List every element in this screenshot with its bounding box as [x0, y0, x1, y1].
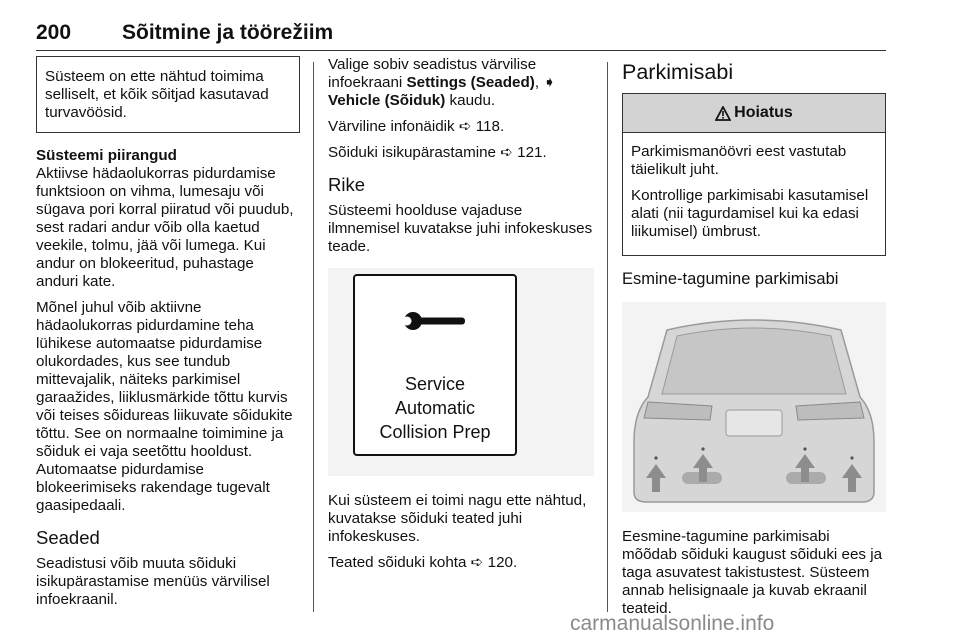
limits-text: Aktiivse hädaolukorras pidurdamise funktsioon on vihma, lumesaju või sügava pori korral piiratud või puudub, sest radari andur võib olla kaetud veekile, tolmu, jää või lumega. Kui andur on blokeeritud, puhastage anduri kate.	[36, 165, 294, 290]
display-line-service: Service	[404, 374, 466, 394]
fault-heading: Rike	[328, 174, 366, 195]
menu-arrow-icon: ➧	[543, 74, 556, 91]
column-divider	[607, 62, 608, 612]
settings-menu-label: Settings (Seaded)	[406, 74, 535, 91]
watermark: carmanualsonline.info	[570, 612, 775, 635]
wrench-icon	[403, 310, 467, 332]
warning-text-2: Kontrollige parkimisabi kasutamisel alati (nii tagurdamisel kui ka edasi liikumisel) ümbrust.	[631, 187, 869, 240]
column-middle	[328, 56, 594, 580]
display-line-automatic: Automatic	[394, 398, 476, 418]
column-divider	[313, 62, 314, 612]
settings-heading: Seaded	[36, 527, 100, 548]
column-right	[622, 56, 886, 626]
warning-text-1: Parkimismanöövri eest vastutab täielikult juht.	[631, 143, 847, 178]
vehicle-messages-ref[interactable]: Teated sõiduki kohta ➪ 120.	[328, 554, 518, 571]
page-title: Sõitmine ja töörežiim	[122, 21, 334, 44]
front-rear-assist-heading: Esmine-tagumine parkimisabi	[622, 270, 839, 288]
note-text: Süsteem on ette nähtud toimima selliselt, et kõik sõitjad kasutavad turvavöösid.	[45, 68, 269, 121]
page-number: 200	[36, 21, 72, 44]
car-rear-illustration	[622, 302, 886, 512]
note-box	[36, 56, 300, 133]
settings-path-paragraph: Valige sobiv seadistus värvilise infoekraani Settings (Seaded), ➧ Vehicle (Sõiduk) kaudu.	[328, 56, 556, 109]
settings-text: Seadistusi võib muuta sõiduki isikupärastamise menüüs värvilisel infoekraanil.	[36, 555, 270, 608]
parking-assist-text: Eesmine-tagumine parkimisabi mõõdab sõiduki kaugust sõiduki ees ja taga asuvatest takistustest. Süsteem annab helisignaale ja kuvab ekraanil teateid.	[622, 528, 883, 617]
malfunction-text: Kui süsteem ei toimi nagu ette nähtud, kuvatakse sõiduki teated juhi infokeskuses.	[328, 492, 587, 545]
column-left	[36, 56, 300, 617]
car-rear-sensor-figure	[622, 302, 886, 512]
warning-title: Hoiatus	[734, 104, 793, 121]
display-line-collision-prep: Collision Prep	[379, 422, 491, 442]
vehicle-menu-label: Vehicle (Sõiduk)	[328, 92, 446, 109]
warning-triangle-icon	[715, 106, 731, 121]
page-header	[36, 10, 886, 51]
service-display-figure	[328, 268, 594, 476]
warning-box	[622, 93, 886, 256]
auto-brake-paragraph: Mõnel juhul võib aktiivne hädaolukorras pidurdamine teha lühikese automaatse pidurdamise olukordades, kus see tundub mittevajalik, näiteks parkimisel garaažides, liiklusmärkide tõttu kurvis või teises sõidureas liikuvate sõidukite tõttu. See on normaalne toimimine ja sõiduk ei vaja seetõttu hooldust. Automaatse pidurdamise blokeerimiseks rakendage tugevalt gaasipedaali.	[36, 299, 293, 514]
info-display-ref[interactable]: Värviline infonäidik ➪ 118.	[328, 118, 505, 135]
personalization-ref[interactable]: Sõiduki isikupärastamine ➪ 121.	[328, 144, 547, 161]
fault-text: Süsteemi hoolduse vajaduse ilmnemisel kuvatakse juhi infokeskuses teade.	[328, 202, 593, 255]
driver-info-display	[353, 274, 517, 456]
limits-heading: Süsteemi piirangud	[36, 147, 177, 164]
parking-assist-heading: Parkimisabi	[622, 60, 734, 84]
